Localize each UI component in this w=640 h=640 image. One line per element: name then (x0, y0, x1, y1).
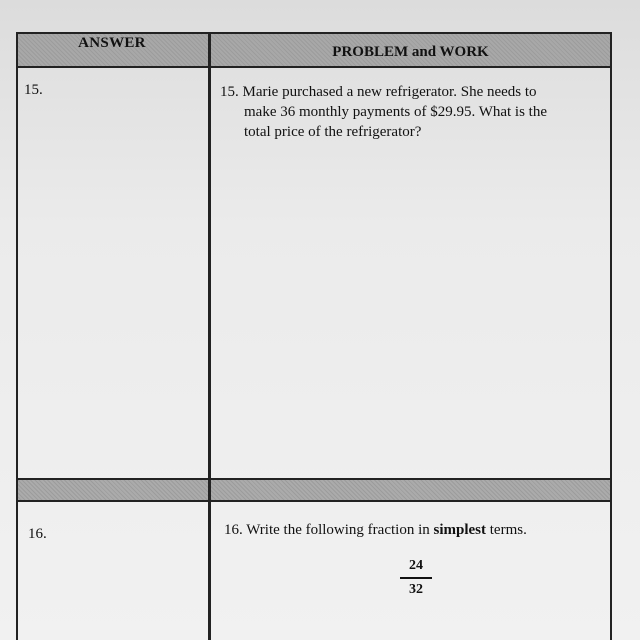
problem-work-column-header: PROBLEM and WORK (332, 44, 489, 60)
problem-16-prefix: 16. Write the following fraction in (224, 522, 434, 538)
problem-15-text (220, 82, 605, 142)
problem-16-text (224, 520, 609, 540)
answer-column-header: ANSWER (78, 35, 146, 51)
answer-number-15: 15. (24, 82, 43, 98)
row-separator-band (16, 478, 612, 502)
table-left-border (16, 32, 18, 640)
fraction-bar (400, 577, 432, 579)
problem-16-suffix: terms. (486, 522, 527, 538)
problem-15-line-1: 15. Marie purchased a new refrigerator. She needs to (220, 84, 537, 100)
fraction (398, 558, 434, 598)
table-right-border (610, 32, 612, 640)
table-column-divider (208, 32, 211, 640)
answer-number-16: 16. (28, 526, 47, 542)
fraction-denominator: 32 (409, 581, 423, 597)
problem-15-line-2: make 36 monthly payments of $29.95. What is the (244, 104, 548, 120)
problem-15-line-3: total price of the refrigerator? (244, 124, 422, 140)
problem-16-bold-word: simplest (433, 522, 486, 538)
fraction-numerator: 24 (409, 558, 423, 573)
